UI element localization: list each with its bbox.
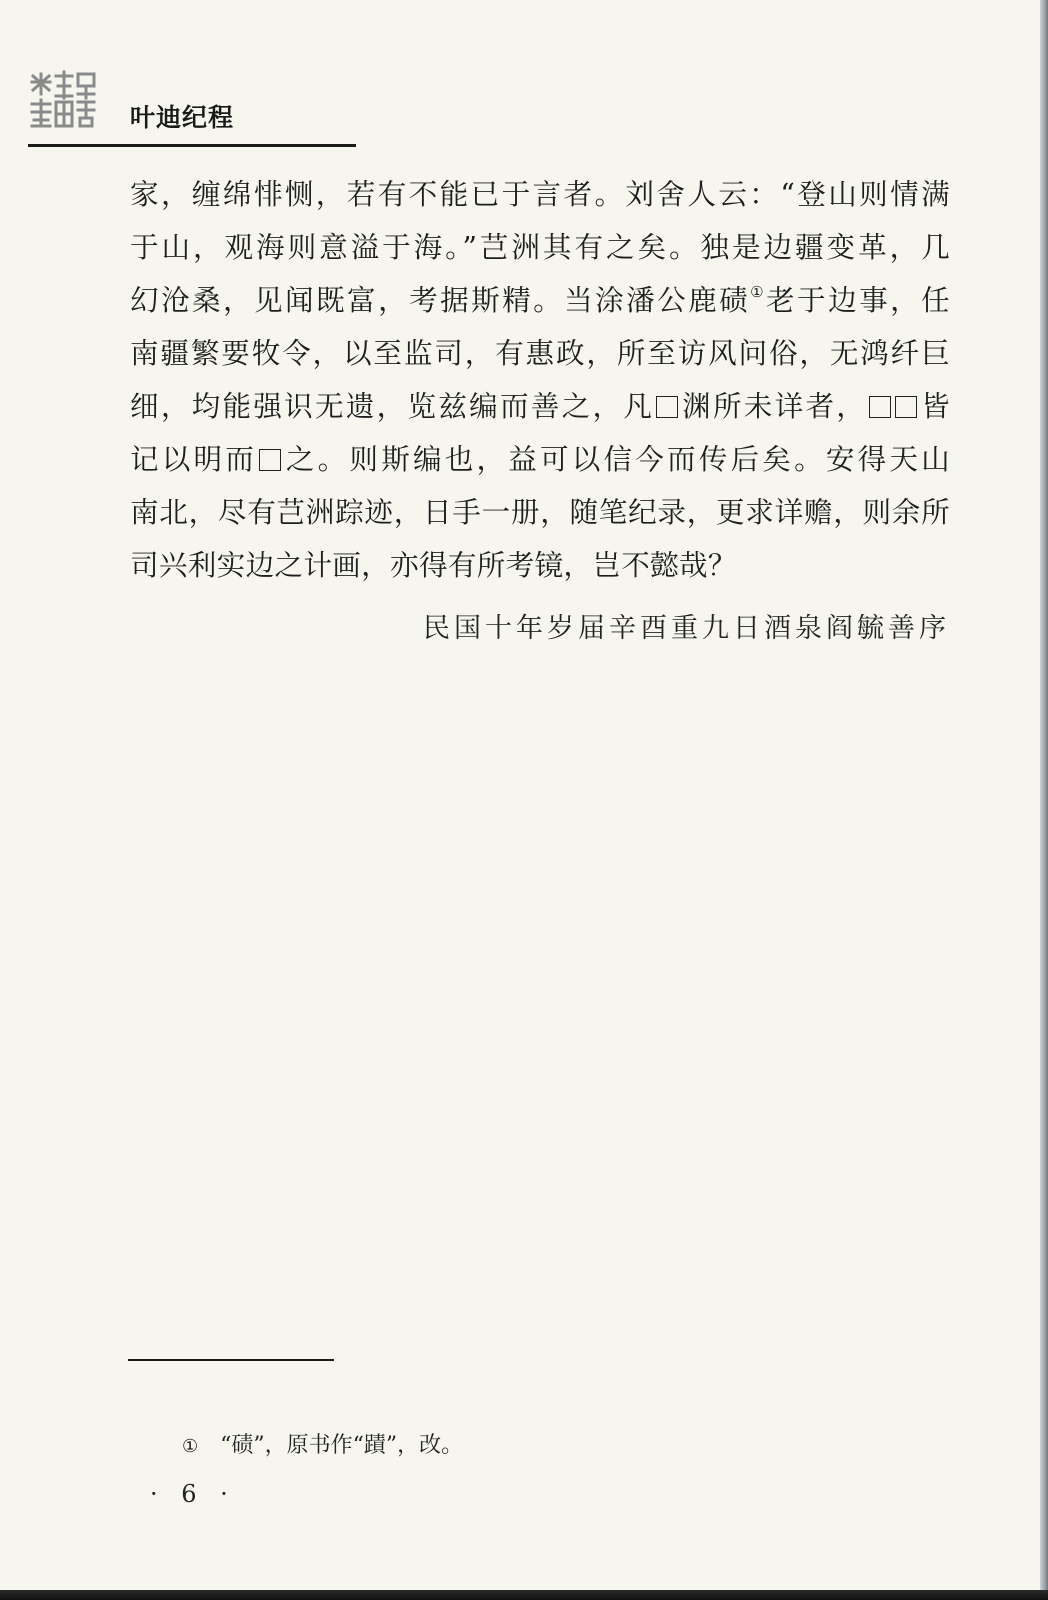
- footnote-mark: ①: [182, 1436, 199, 1457]
- page-edge-bottom: [0, 1590, 1048, 1600]
- running-title: 叶迪纪程: [130, 103, 235, 132]
- page-edge-right: [1040, 0, 1048, 1600]
- missing-character-box: [259, 449, 281, 471]
- text-line: 南北，尽有芑洲踪迹，日手一册，随笔纪录，更求详赡，则余所: [130, 495, 950, 529]
- footnote-text: “碛”，原书作“蹟”，改。: [220, 1433, 464, 1458]
- text-line-last: 司兴利实边之计画，亦得有所考镜，岂不懿哉？: [130, 548, 737, 582]
- body-text: [130, 168, 950, 592]
- missing-character-box: [895, 396, 917, 418]
- text-line: 于山，观海则意溢于海。”芑洲其有之矣。独是边疆变革，几: [130, 230, 950, 264]
- footnote-rule: [128, 1359, 334, 1361]
- text-line: 幻沧桑，见闻既富，考据斯精。当涂潘公鹿碛①老于边事，任: [130, 283, 950, 317]
- text-line: 家，缠绵悱恻，若有不能已于言者。刘舍人云：“登山则情满: [130, 177, 950, 211]
- missing-character-box: [869, 396, 891, 418]
- preface-signature: 民国十年岁届辛酉重九日酒泉阎毓善序: [423, 613, 950, 644]
- header-rule: [28, 144, 356, 147]
- text-line: 记以明而 之。则斯编也，益可以信今而传后矣。安得天山: [130, 442, 950, 476]
- missing-character-box: [656, 396, 678, 418]
- text-line: 细，均能强识无遗，览兹编而善之，凡 渊所未详者， 皆: [130, 389, 950, 423]
- footnote: [182, 1428, 463, 1459]
- footnote-reference[interactable]: ①: [750, 283, 767, 301]
- seal-stamp-icon: [28, 68, 98, 130]
- text-line: 南疆繁要牧令，以至监司，有惠政，所至访风问俗，无鸿纤巨: [130, 336, 950, 370]
- page-number: · 6 ·: [150, 1480, 236, 1508]
